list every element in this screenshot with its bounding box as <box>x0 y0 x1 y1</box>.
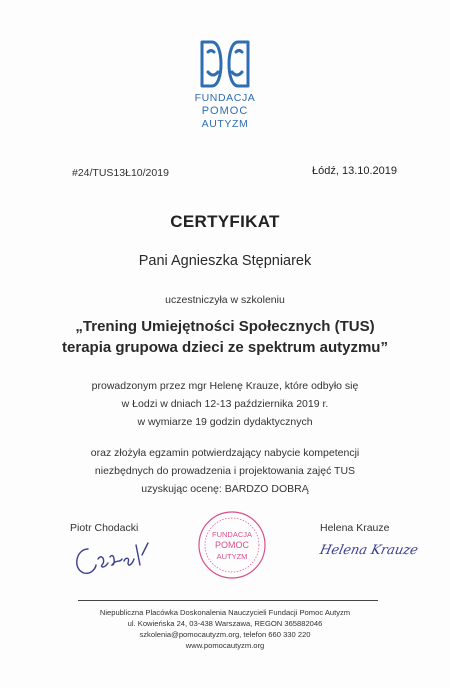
logo-text <box>0 92 450 131</box>
reference-number: #24/TUS13Ł10/2019 <box>72 167 169 179</box>
left-signature <box>66 535 156 580</box>
exam-line-2: niezbędnych do prowadzenia i projektowania zajęć TUS <box>94 465 356 477</box>
course-title-line-1: „Trening Umiejętności Społecznych (TUS) <box>75 318 375 335</box>
footer-line-2: ul. Kowieńska 24, 03-438 Warszawa, REGON 365882046 <box>127 619 323 628</box>
certificate-title: CERTYFIKAT <box>170 212 280 231</box>
place-and-date: Łódź, 13.10.2019 <box>312 165 398 177</box>
detail-line-1: prowadzonym przez mgr Helenę Krauze, które odbyło się <box>91 380 359 392</box>
footer-divider <box>78 600 378 601</box>
footer-line-4: www.pomocautyzm.org <box>185 641 265 650</box>
participation-text: uczestniczyła w szkoleniu <box>165 294 285 306</box>
footer-line-1: Niepubliczna Placówka Doskonalenia Nauczycieli Fundacji Pomoc Autyzm <box>99 608 351 617</box>
detail-line-2: w Łodzi w dniach 12-13 października 2019 r. <box>121 398 329 410</box>
foundation-stamp <box>197 510 267 580</box>
right-signatory-name: Helena Krauze <box>320 522 390 534</box>
left-signatory-name: Piotr Chodacki <box>70 522 139 534</box>
right-signature: Helena Krauze <box>318 543 420 558</box>
recipient-name: Pani Agnieszka Stępniarek <box>138 253 312 269</box>
grade-line: uzyskując ocenę: BARDZO DOBRĄ <box>141 483 309 495</box>
logo-line-3: AUTYZM <box>201 118 249 130</box>
stamp-line-2: POMOC <box>214 540 250 550</box>
foundation-logo-icon <box>198 38 252 92</box>
exam-line-1: oraz złożyła egzamin potwierdzający nabycie kompetencji <box>90 447 360 459</box>
stamp-line-3: AUTYZM <box>216 552 248 561</box>
logo-line-2: POMOC <box>201 105 249 117</box>
stamp-line-1: FUNDACJA <box>211 530 253 539</box>
detail-line-3: w wymiarze 19 godzin dydaktycznych <box>137 416 313 428</box>
course-title-line-2: terapia grupowa dzieci ze spektrum autyzmu” <box>62 339 388 356</box>
logo-line-1: FUNDACJA <box>194 92 256 104</box>
foundation-logo <box>0 38 450 131</box>
footer-line-3: szkolenia@pomocautyzm.org, telefon 660 330 220 <box>139 630 311 639</box>
